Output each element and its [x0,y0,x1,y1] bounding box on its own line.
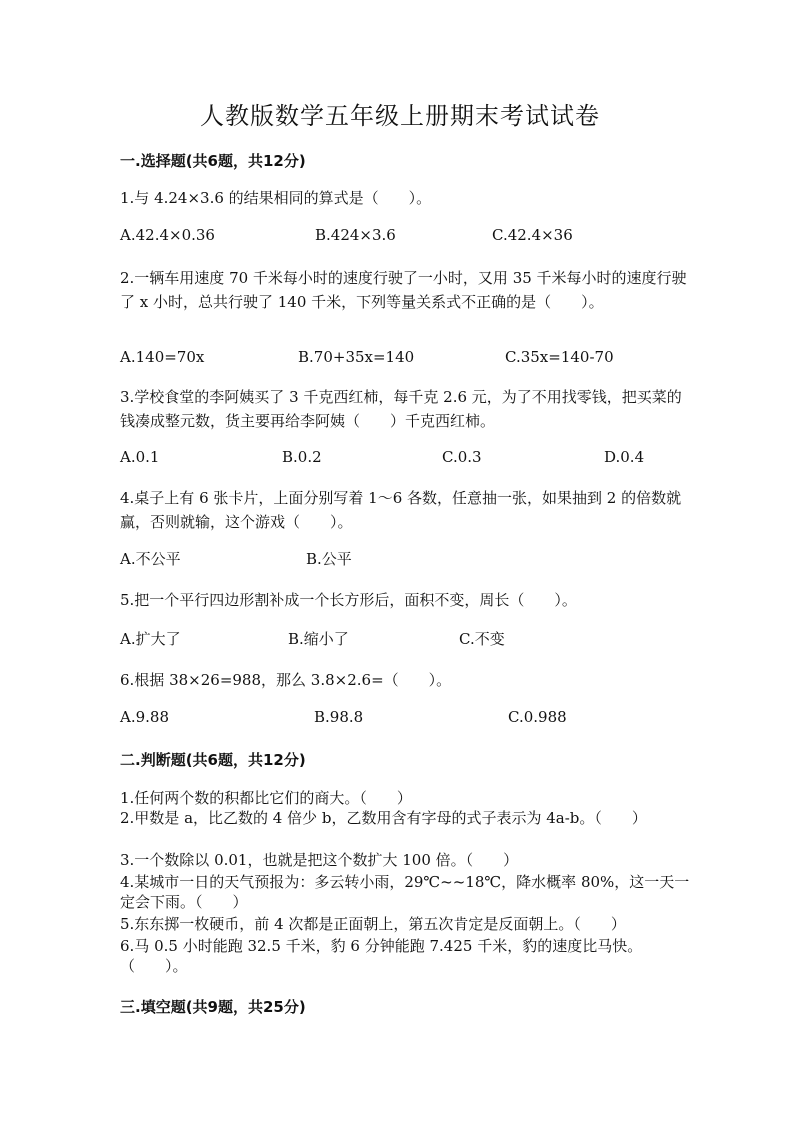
question-5: 5.把一个平行四边形割补成一个长方形后，面积不变，周长（ ）。 [120,591,577,609]
section-heading-choice: 一.选择题(共6题，共12分) [120,152,306,170]
option-a: A.扩大了 [120,630,181,648]
judge-item-5: 5.东东掷一枚硬币，前 4 次都是正面朝上，第五次肯定是反面朝上。（ ） [120,915,626,933]
question-2: 2.一辆车用速度 70 千米每小时的速度行驶了一小时，又用 35 千米每小时的速度行驶了 x 小时，总共行驶了 140 千米，下列等量关系式不正确的是（ ）。 [120,269,687,311]
options-q6 [120,708,720,732]
option-a: A.0.1 [120,448,160,466]
option-a: A.不公平 [120,550,181,568]
option-b: B.424×3.6 [315,226,396,244]
option-b: B.缩小了 [288,630,349,648]
options-q4 [120,548,720,572]
question-4: 4.桌子上有 6 张卡片，上面分别写着 1～6 各数，任意抽一张，如果抽到 2 的倍数就赢，否则就输，这个游戏（ ）。 [120,489,682,531]
exam-title: 人教版数学五年级上册期末考试试卷 [200,102,600,130]
option-c: C.不变 [459,630,505,648]
option-c: C.35x=140-70 [505,348,614,366]
judge-item-2: 2.甲数是 a，比乙数的 4 倍少 b，乙数用含有字母的式子表示为 4a-b。（ ） [120,809,647,827]
question-3: 3.学校食堂的李阿姨买了 3 千克西红柿，每千克 2.6 元，为了不用找零钱，把买菜的钱凑成整元数，货主要再给李阿姨（ ）千克西红柿。 [120,388,682,430]
judge-item-6: 6.马 0.5 小时能跑 32.5 千米，豹 6 分钟能跑 7.425 千米，豹的速度比马快。（ ）。 [120,937,643,975]
section-heading-judge: 二.判断题(共6题，共12分) [120,751,306,769]
option-a: A.42.4×0.36 [120,226,215,244]
options-q3 [120,448,720,472]
option-a: A.140=70x [120,348,205,366]
option-b: B.98.8 [314,708,364,726]
option-b: B.公平 [306,550,352,568]
judge-item-4: 4.某城市一日的天气预报为：多云转小雨，29℃~~18℃，降水概率 80%，这一天一定会下雨。（ ） [120,873,690,911]
judge-item-3: 3.一个数除以 0.01，也就是把这个数扩大 100 倍。（ ） [120,851,519,869]
option-a: A.9.88 [120,708,169,726]
option-c: C.0.988 [508,708,567,726]
option-c: C.42.4×36 [492,226,573,244]
section-heading-fill: 三.填空题(共9题，共25分) [120,998,306,1016]
options-q5 [120,628,720,652]
judge-item-1: 1.任何两个数的积都比它们的商大。（ ） [120,789,412,807]
option-b: B.70+35x=140 [298,348,415,366]
option-b: B.0.2 [282,448,322,466]
options-q2 [120,348,720,372]
option-d: D.0.4 [604,448,645,466]
question-1: 1.与 4.24×3.6 的结果相同的算式是（ ）。 [120,189,432,207]
options-q1 [120,226,720,250]
question-6: 6.根据 38×26=988，那么 3.8×2.6=（ ）。 [120,671,452,689]
option-c: C.0.3 [442,448,482,466]
